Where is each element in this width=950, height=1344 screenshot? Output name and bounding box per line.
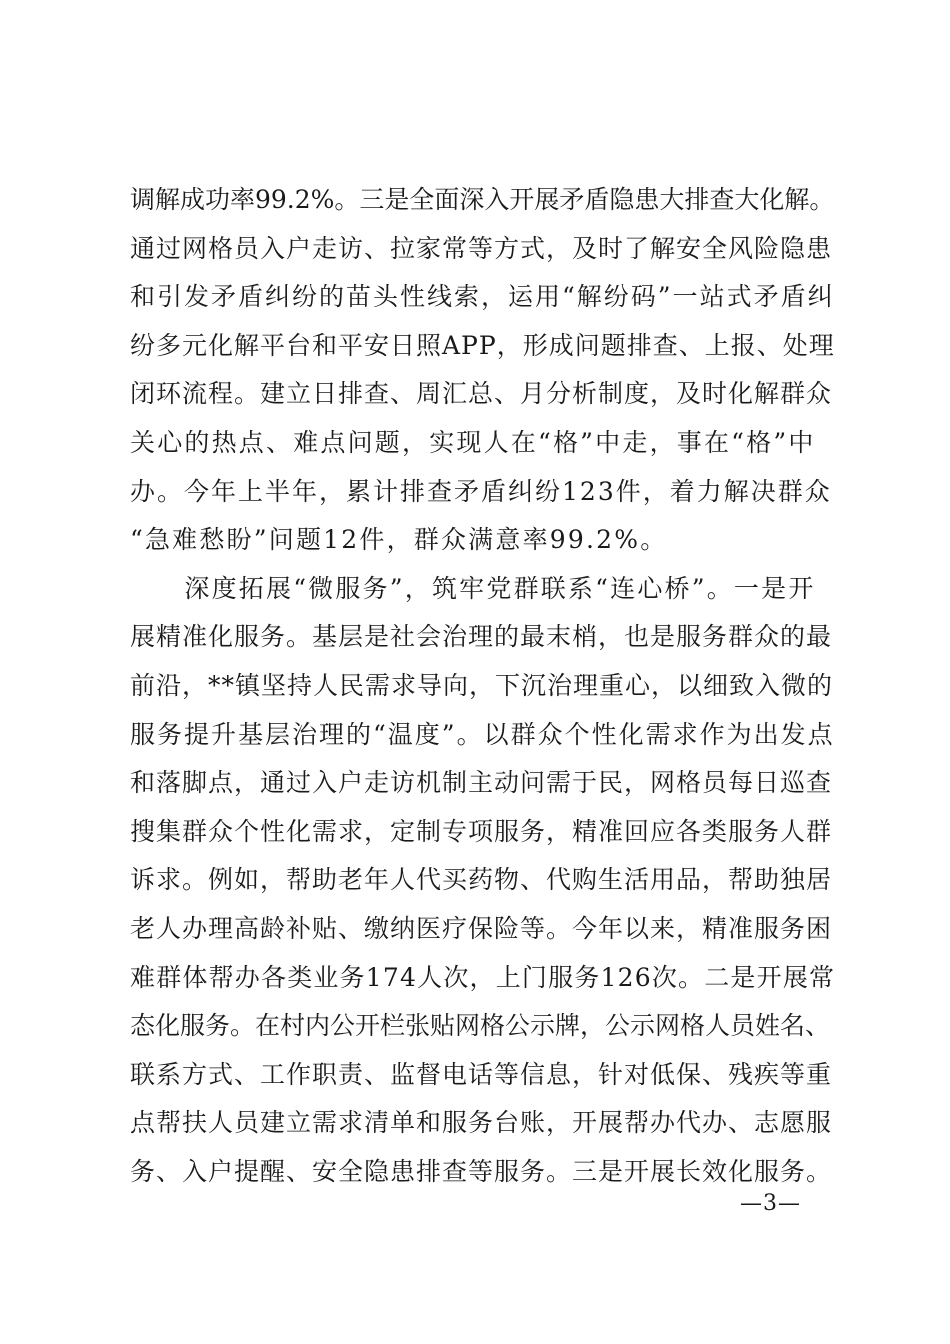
text-line: 纷多元化解平台和平安日照APP，形成问题排查、上报、处理 — [130, 330, 835, 360]
text-line: 调解成功率99.2%。三是全面深入开展矛盾隐患大排查大化解。 — [130, 185, 835, 214]
text-line: 联系方式、工作职责、监督电话等信息，针对低保、残疾等重 — [130, 1059, 833, 1089]
text-line: 和引发矛盾纠纷的苗头性线索，运用“解纷码”一站式矛盾纠 — [130, 282, 835, 312]
text-line: 务、入户提醒、安全隐患排查等服务。三是开展长效化服务。 — [130, 1156, 833, 1186]
text-line: 诉求。例如，帮助老年人代买药物、代购生活用品，帮助独居 — [130, 865, 833, 895]
text-line: 前沿，**镇坚持人民需求导向，下沉治理重心，以细致入微的 — [130, 670, 834, 700]
body-text — [130, 176, 835, 1196]
text-line: 通过网格员入户走访、拉家常等方式，及时了解安全风险隐患 — [130, 233, 833, 263]
page-number: —3— — [740, 1191, 801, 1216]
text-line: 难群体帮办各类业务174人次，上门服务126次。二是开展常 — [130, 962, 836, 992]
text-line: 办。今年上半年，累计排查矛盾纠纷123件，着力解决群众 — [130, 476, 832, 506]
text-line: 搜集群众个性化需求，定制专项服务，精准回应各类服务人群 — [130, 816, 833, 846]
text-line: 关心的热点、难点问题，实现人在“格”中走，事在“格”中 — [130, 427, 816, 457]
text-line: 深度拓展“微服务”，筑牢党群联系“连心桥”。一是开 — [130, 573, 816, 603]
text-line: 点帮扶人员建立需求清单和服务台账，开展帮办代办、志愿服 — [130, 1108, 833, 1138]
text-line: 服务提升基层治理的“温度”。以群众个性化需求作为出发点 — [130, 719, 835, 749]
text-line: 闭环流程。建立日排查、周汇总、月分析制度，及时化解群众 — [130, 379, 833, 409]
text-line: “急难愁盼”问题12件，群众满意率99.2%。 — [130, 525, 668, 555]
text-line: 态化服务。在村内公开栏张贴网格公示牌，公示网格人员姓名、 — [130, 1011, 831, 1041]
text-line: 展精准化服务。基层是社会治理的最末梢，也是服务群众的最 — [130, 622, 833, 652]
text-line: 和落脚点，通过入户走访机制主动问需于民，网格员每日巡查 — [130, 768, 833, 798]
text-line: 老人办理高龄补贴、缴纳医疗保险等。今年以来，精准服务困 — [130, 913, 833, 943]
